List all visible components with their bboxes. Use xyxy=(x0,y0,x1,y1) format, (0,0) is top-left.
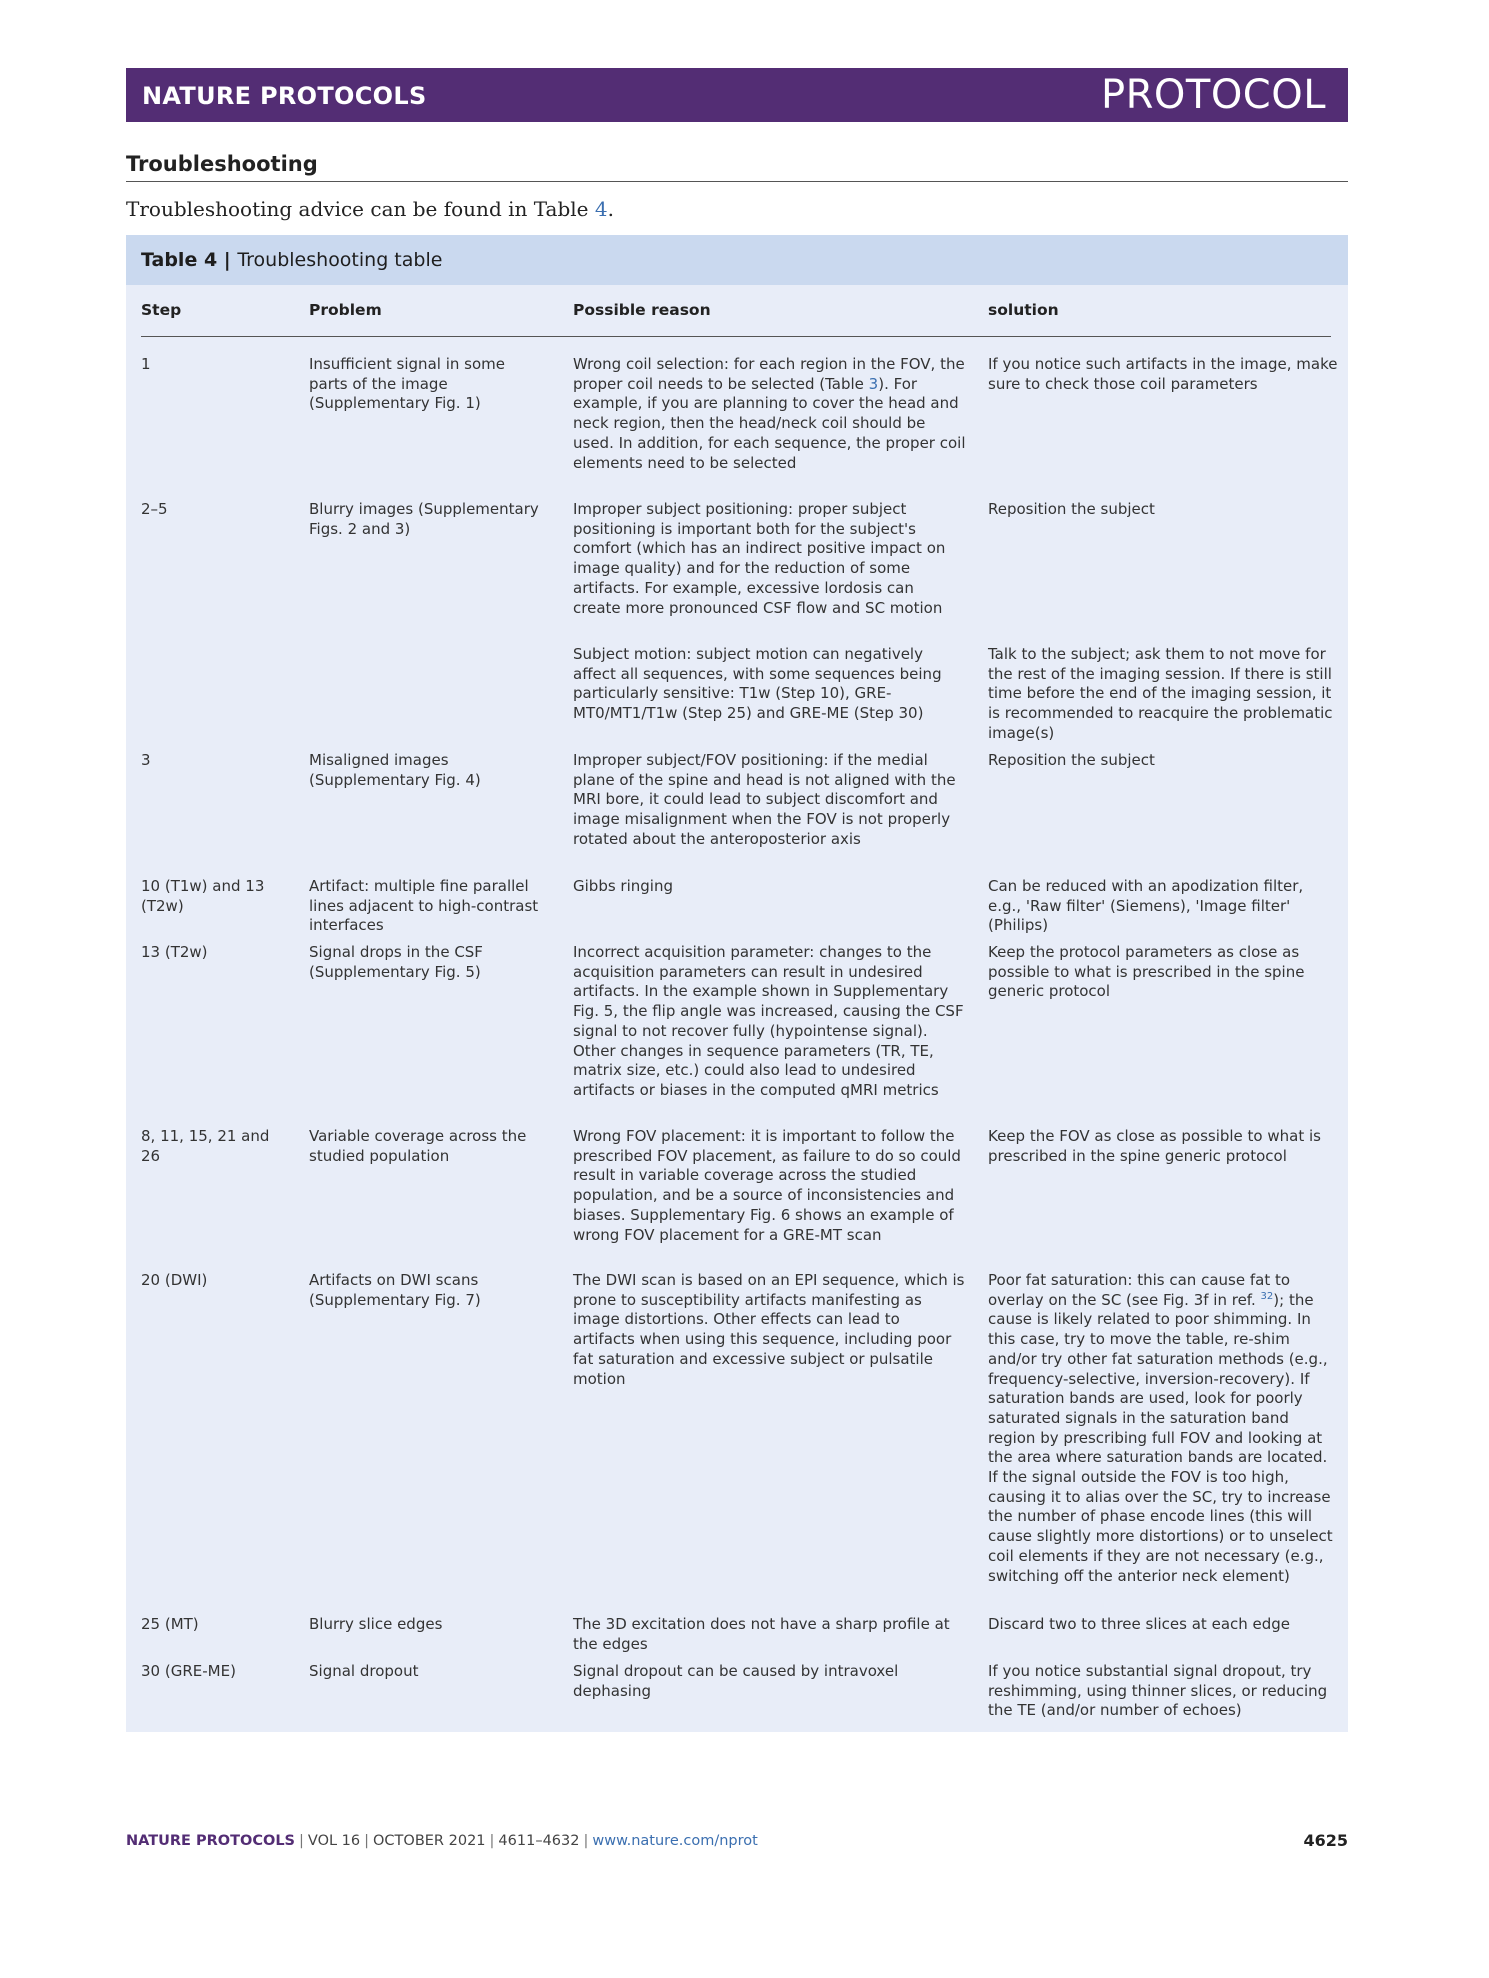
section-rule xyxy=(126,181,1348,182)
table-cell-problem: Artifact: multiple fine parallel lines adjacent to high-contrast interfaces xyxy=(309,877,539,935)
table-cell-solution: Reposition the subject xyxy=(988,751,1155,769)
solution-text-continued: ); the cause is likely related to poor shimming. In this case, try to move the table, re-shim and/or try other fat saturation methods (e.g., frequency-selective, inversion-recovery). If saturation bands are used, look for poorly saturated signals in the saturation band region by prescribing full FOV and looking at the area where saturation bands are located. If the signal outside the FOV is too high, causing it to alias over the SC, try to increase the number of phase encode lines (this will cause slightly more distortions) or to unselect coil elements if they are not necessary (e.g., switching off the anterior neck element) xyxy=(988,1290,1333,1585)
table-cell-solution: Can be reduced with an apodization filter, e.g., 'Raw filter' (Siemens), 'Image filter' (Philips) xyxy=(988,877,1304,935)
section-heading: Troubleshooting xyxy=(126,152,318,176)
table-cell-problem: Insufficient signal in some parts of the image (Supplementary Fig. 1) xyxy=(309,355,505,413)
table-cell-reason: Gibbs ringing xyxy=(573,877,673,895)
table-cell-step: 20 (DWI) xyxy=(141,1271,208,1289)
table-cell-problem: Artifacts on DWI scans (Supplementary Fig. 7) xyxy=(309,1271,481,1309)
intro-end: . xyxy=(607,197,614,221)
table-cell-solution: Keep the protocol parameters as close as possible to what is prescribed in the spine generic protocol xyxy=(988,943,1305,1001)
table-cell-problem: Signal dropout xyxy=(309,1662,419,1680)
table-cell-problem: Blurry images (Supplementary Figs. 2 and 3) xyxy=(309,500,539,538)
footer-journal: NATURE PROTOCOLS xyxy=(126,1833,296,1849)
table-cell-reason: Subject motion: subject motion can negatively affect all sequences, with some sequences being particularly sensitive: T1w (Step 10), GRE-MT0/MT1/T1w (Step 25) and GRE-ME (Step 30) xyxy=(573,645,942,723)
table-cell-solution: If you notice substantial signal dropout, try reshimming, using thinner slices, or reducing the TE (and/or number of echoes) xyxy=(988,1662,1328,1720)
column-header-step: Step xyxy=(141,301,182,319)
table-cell-reason: Improper subject positioning: proper subject positioning is important both for the subject's comfort (which has an indirect positive impact on image quality) and for the reduction of some artifacts. For example, excessive lordosis can create more pronounced CSF flow and SC motion xyxy=(573,500,946,617)
table-cell-solution xyxy=(988,1271,1338,1586)
table-cell-reason: Wrong FOV placement: it is important to follow the prescribed FOV placement, as failure to do so could result in variable coverage across the studied population, and be a source of inconsistencies and biases. Supplementary Fig. 6 shows an example of wrong FOV placement for a GRE-MT scan xyxy=(573,1127,961,1244)
table-cell-reason: The DWI scan is based on an EPI sequence, which is prone to susceptibility artifacts manifesting as image distortions. Other effects can lead to artifacts when using this sequence, including poor fat saturation and excessive subject or pulsatile motion xyxy=(573,1271,965,1388)
table-cell-problem: Variable coverage across the studied population xyxy=(309,1127,527,1165)
table-cell-step: 8, 11, 15, 21 and 26 xyxy=(141,1127,270,1165)
journal-name: NATURE PROTOCOLS xyxy=(142,82,427,110)
table-cell-step: 10 (T1w) and 13 (T2w) xyxy=(141,877,265,915)
article-type: PROTOCOL xyxy=(1100,72,1326,118)
table-3-reference-link[interactable]: 3 xyxy=(868,374,879,393)
troubleshooting-table xyxy=(126,235,1348,1732)
reason-text-continued: ). For example, if you are planning to cover the head and neck region, then the head/neck coil should be used. In addition, for each sequence, the proper coil elements need to be selected xyxy=(573,374,966,472)
table-caption-label: Table 4 xyxy=(141,249,218,271)
table-cell-solution: Keep the FOV as close as possible to what is prescribed in the spine generic protocol xyxy=(988,1127,1321,1165)
footer-url-link[interactable]: www.nature.com/nprot xyxy=(592,1833,758,1849)
table-cell-reason xyxy=(573,355,966,473)
table-cell-problem: Misaligned images (Supplementary Fig. 4) xyxy=(309,751,481,789)
journal-banner xyxy=(126,68,1348,122)
citation-32-link[interactable]: 32 xyxy=(1260,1290,1274,1302)
table-cell-step: 1 xyxy=(141,355,151,373)
table-cell-solution: Reposition the subject xyxy=(988,500,1155,518)
solution-text: Poor fat saturation: this can cause fat to overlay on the SC (see Fig. 3f in ref. xyxy=(988,1271,1291,1309)
reason-text: Wrong coil selection: for each region in the FOV, the proper coil needs to be selected (Table xyxy=(573,355,965,393)
page-number: 4625 xyxy=(1303,1831,1348,1850)
intro-text: Troubleshooting advice can be found in Table xyxy=(126,197,595,221)
table-reference-link[interactable]: 4 xyxy=(594,197,608,221)
footer-volume: VOL 16 xyxy=(307,1833,361,1849)
table-caption xyxy=(126,235,1348,285)
table-caption-separator: | xyxy=(217,249,238,271)
column-header-reason: Possible reason xyxy=(573,301,711,319)
table-cell-problem: Blurry slice edges xyxy=(309,1615,443,1633)
intro-paragraph xyxy=(126,197,614,221)
footer-pages: 4611–4632 xyxy=(498,1833,580,1849)
table-cell-step: 30 (GRE-ME) xyxy=(141,1662,236,1680)
table-cell-reason: Improper subject/FOV positioning: if the medial plane of the spine and head is not aligned with the MRI bore, it could lead to subject discomfort and image misalignment when the FOV is not properly rotated about the anteroposterior axis xyxy=(573,751,956,848)
header-rule xyxy=(141,336,1331,337)
table-cell-solution: Talk to the subject; ask them to not move for the rest of the imaging session. If there is still time before the end of the imaging session, it is recommended to reacquire the problematic image(s) xyxy=(988,645,1333,742)
table-cell-solution: If you notice such artifacts in the image, make sure to check those coil parameters xyxy=(988,355,1338,393)
column-header-problem: Problem xyxy=(309,301,382,319)
table-cell-step: 3 xyxy=(141,751,151,769)
table-cell-reason: The 3D excitation does not have a sharp profile at the edges xyxy=(573,1615,950,1653)
page-footer: NATURE PROTOCOLS | VOL 16 | OCTOBER 2021 | 4611–4632 | www.nature.com/nprot xyxy=(126,1833,758,1849)
table-caption-title: Troubleshooting table xyxy=(237,249,443,271)
table-cell-solution: Discard two to three slices at each edge xyxy=(988,1615,1291,1633)
footer-date: OCTOBER 2021 xyxy=(373,1833,486,1849)
table-cell-reason: Incorrect acquisition parameter: changes to the acquisition parameters can result in undesired artifacts. In the example shown in Supplementary Fig. 5, the flip angle was increased, causing the CSF signal to not recover fully (hypointense signal). Other changes in sequence parameters (TR, TE, matrix size, etc.) could also lead to undesired artifacts or biases in the computed qMRI metrics xyxy=(573,943,964,1099)
table-cell-reason: Signal dropout can be caused by intravoxel dephasing xyxy=(573,1662,899,1700)
column-header-solution: solution xyxy=(988,301,1059,319)
table-cell-step: 25 (MT) xyxy=(141,1615,199,1633)
table-cell-step: 2–5 xyxy=(141,500,168,518)
table-cell-problem: Signal drops in the CSF (Supplementary Fig. 5) xyxy=(309,943,483,981)
table-cell-step: 13 (T2w) xyxy=(141,943,208,961)
